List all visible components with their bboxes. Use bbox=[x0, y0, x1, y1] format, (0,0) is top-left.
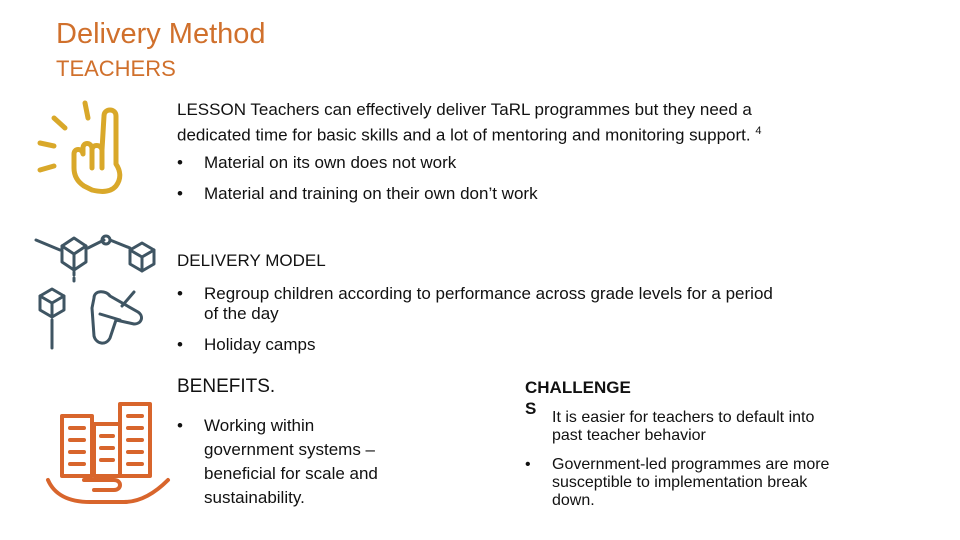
network-hand-icon bbox=[34, 228, 164, 353]
delivery-bullet-line1: Regroup children according to performance across grade levels for a period bbox=[204, 284, 773, 303]
delivery-model-heading: DELIVERY MODEL bbox=[177, 251, 326, 270]
lesson-text-line2: dedicated time for basic skills and a lot of mentoring and monitoring support. bbox=[177, 125, 751, 145]
delivery-bullet bbox=[177, 284, 897, 324]
page-title: Delivery Method bbox=[56, 18, 266, 50]
challenges-bullet-line: Government-led programmes are more bbox=[552, 456, 830, 473]
footnote-ref: 4 bbox=[755, 125, 762, 137]
benefits-line: sustainability. bbox=[204, 488, 305, 507]
lesson-text-line1: Teachers can effectively deliver TaRL programmes but they need a bbox=[250, 100, 752, 119]
challenges-bullet-line: susceptible to implementation break bbox=[552, 474, 808, 491]
challenges-bullet bbox=[552, 456, 829, 510]
bullet-dot: • bbox=[177, 416, 183, 435]
lesson-bullet bbox=[177, 184, 877, 204]
bullet-dot: • bbox=[177, 335, 183, 354]
delivery-bullet-line2: of the day bbox=[204, 304, 279, 323]
benefits-line: beneficial for scale and bbox=[204, 464, 378, 483]
bullet-dot: • bbox=[525, 456, 531, 473]
benefits-line: government systems – bbox=[204, 440, 376, 459]
lesson-bullet bbox=[177, 153, 877, 173]
lesson-paragraph bbox=[177, 100, 761, 146]
delivery-bullet bbox=[177, 335, 877, 355]
bullet-dot: • bbox=[177, 284, 183, 303]
challenges-heading-line2: S bbox=[525, 399, 537, 418]
buildings-hand-icon bbox=[44, 398, 174, 508]
page-subtitle: TEACHERS bbox=[56, 56, 176, 81]
hand-pointing-icon bbox=[30, 98, 130, 198]
bullet-dot: • bbox=[177, 153, 183, 172]
lesson-bullet-text: Material on its own does not work bbox=[204, 153, 457, 172]
bullet-dot: • bbox=[177, 184, 183, 203]
benefits-line: Working within bbox=[204, 416, 315, 435]
challenges-bullet-line2: past teacher behavior bbox=[552, 427, 706, 444]
benefits-heading: BENEFITS. bbox=[177, 376, 276, 397]
delivery-bullet-text: Holiday camps bbox=[204, 335, 316, 354]
lesson-bullet-text: Material and training on their own don’t work bbox=[204, 184, 538, 203]
challenges-bullet bbox=[552, 409, 814, 445]
lesson-heading: LESSON bbox=[177, 100, 246, 119]
challenges-bullet-line: down. bbox=[552, 492, 595, 509]
challenges-heading-line1: CHALLENGE bbox=[525, 378, 631, 397]
benefits-bullet bbox=[177, 414, 437, 514]
challenges-bullet-line1: It is easier for teachers to default into bbox=[552, 409, 815, 426]
